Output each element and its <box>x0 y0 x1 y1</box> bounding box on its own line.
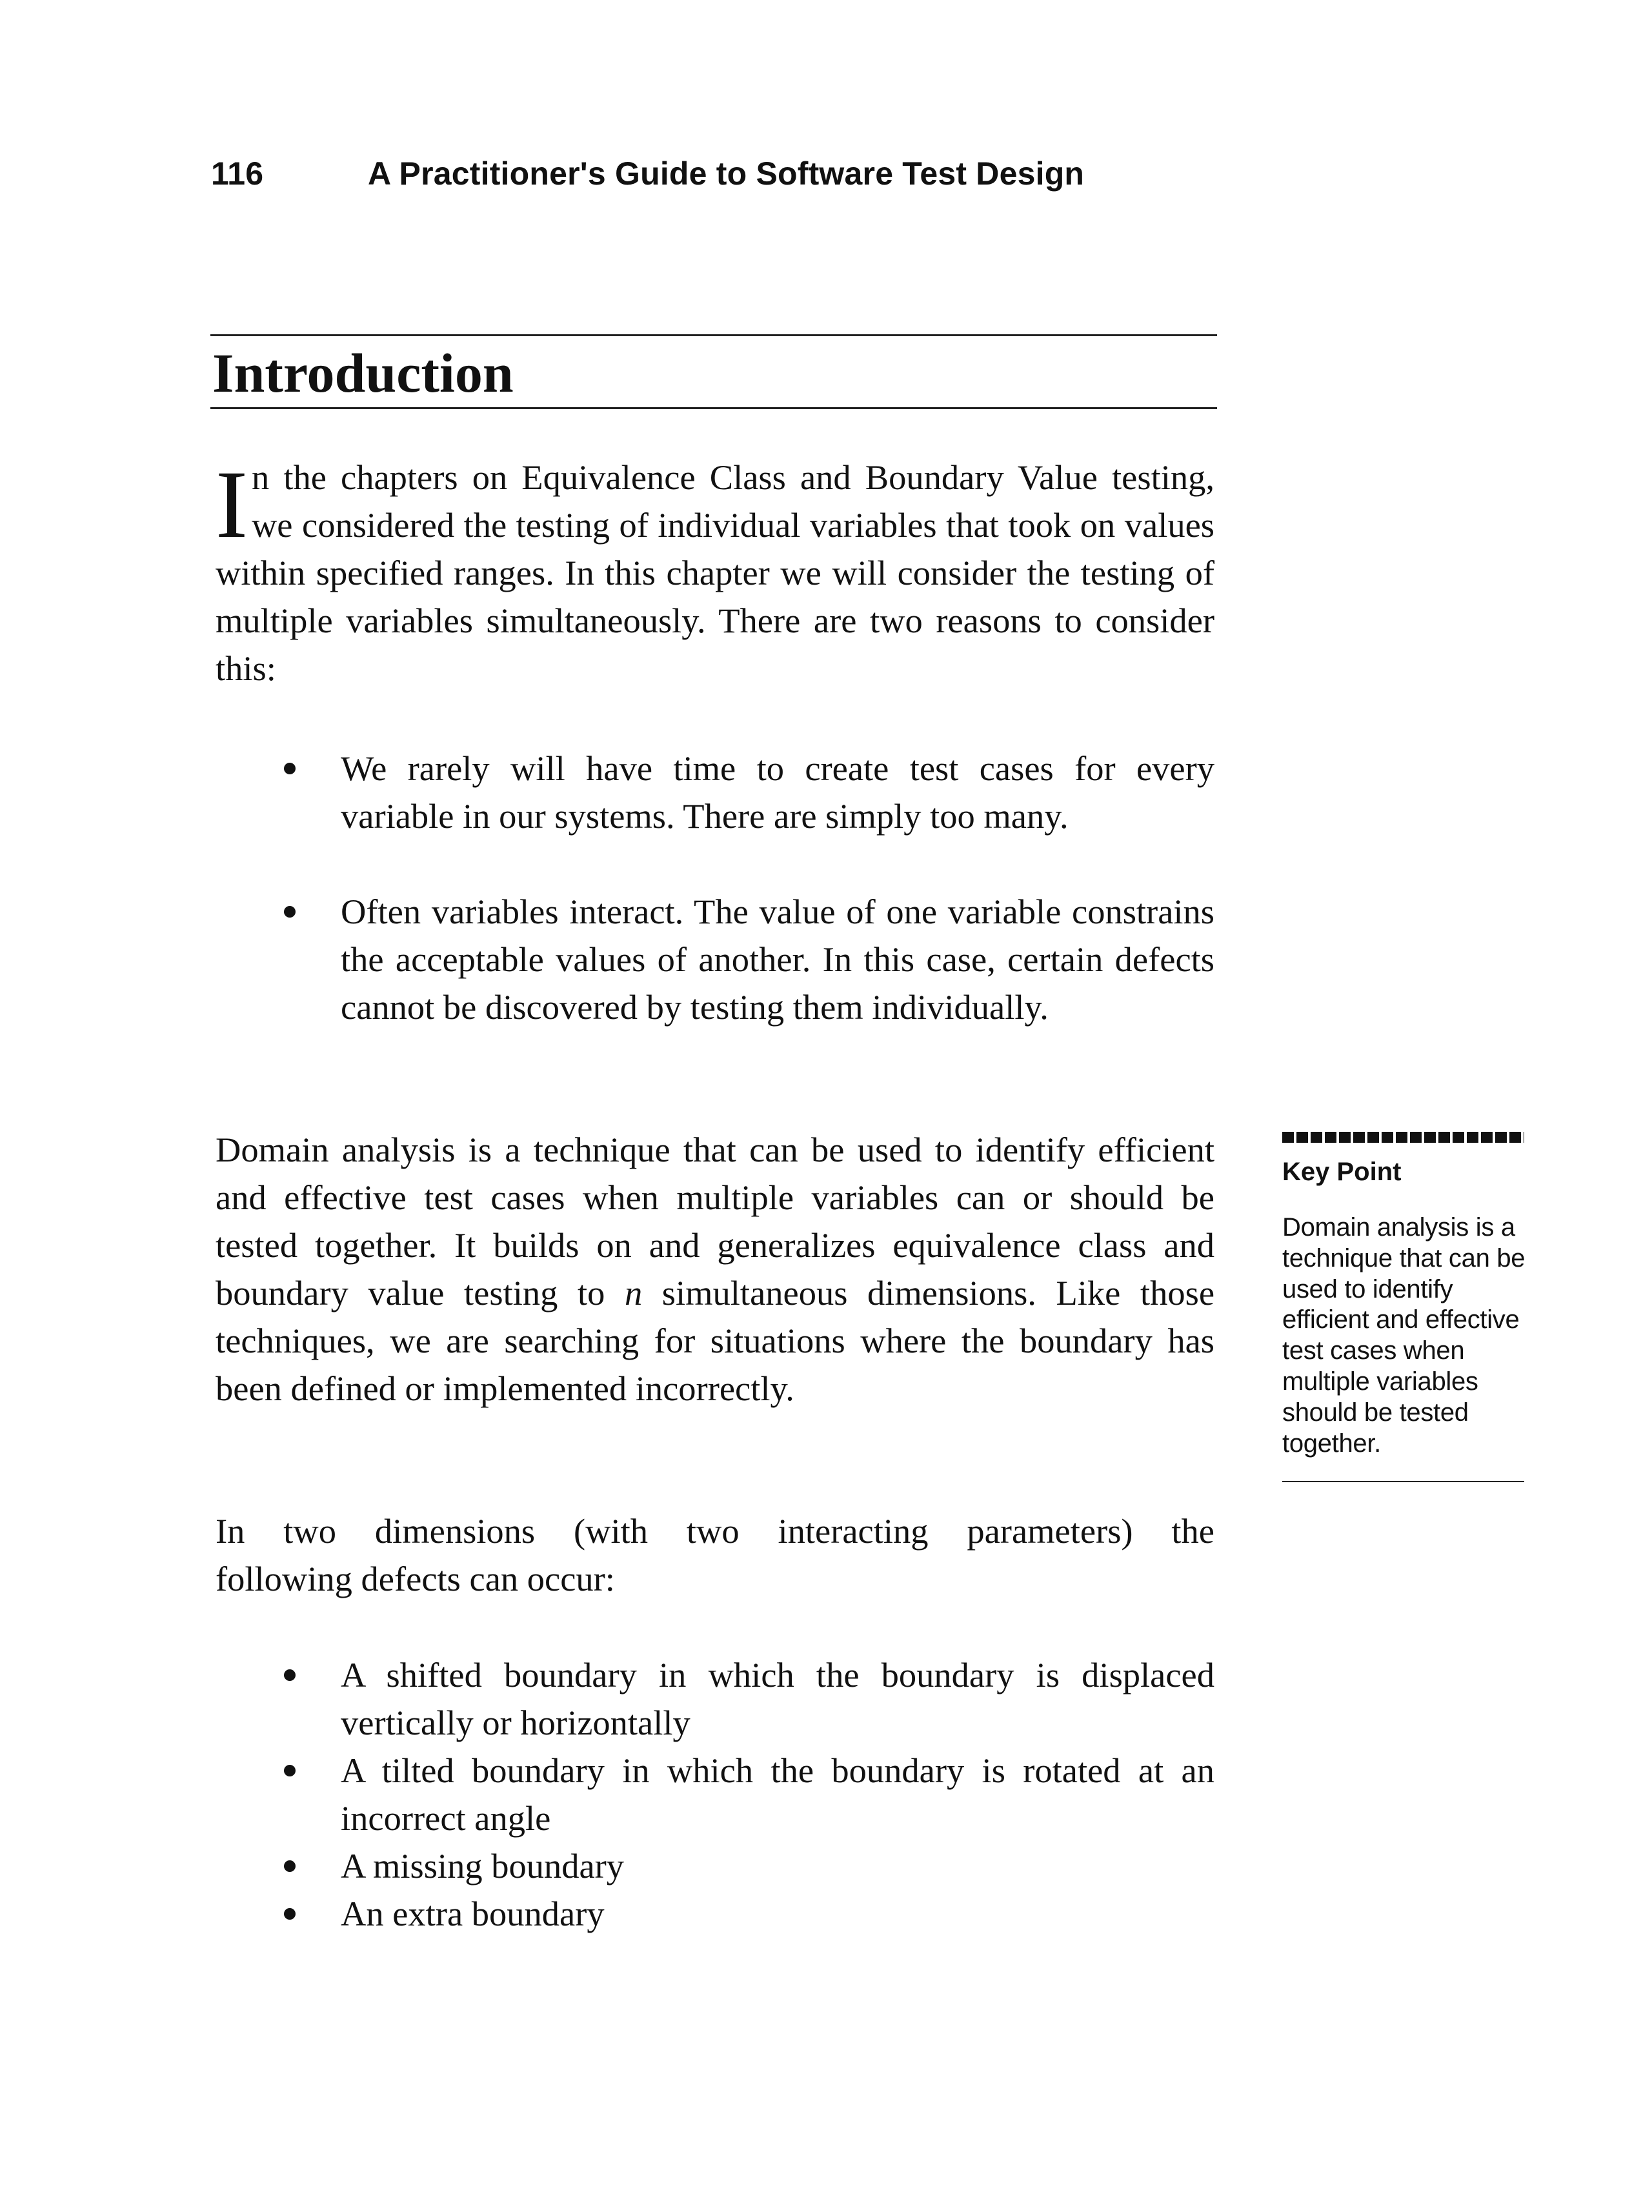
section-rule-bottom <box>210 407 1217 409</box>
two-dimensions-line-2: following defects can occur: <box>216 1559 615 1598</box>
intro-paragraph <box>216 451 1214 692</box>
key-point-text: Domain analysis is a technique that can be used to identify efficient and effective test cases when multiple variables should be tested together. <box>1282 1213 1526 1458</box>
list-item: Often variables interact. The value of one variable constrains the acceptable values of another. In this case, certain defects cannot be discovered by testing them individually. <box>216 888 1214 1031</box>
list-item: A shifted boundary in which the boundary is displaced vertically or horizontally <box>216 1651 1214 1747</box>
section-title: Introduction <box>212 342 514 404</box>
key-point-heading: Key Point <box>1282 1158 1402 1186</box>
n-variable: n <box>624 1273 643 1312</box>
list-item: We rarely will have time to create test cases for every variable in our systems. There are simply too many. <box>216 745 1214 840</box>
page-number: 116 <box>211 156 264 192</box>
two-dimensions-line-1: In two dimensions (with two interacting parameters) the <box>216 1511 1214 1551</box>
section-rule-top <box>210 334 1217 336</box>
domain-analysis-paragraph <box>216 1126 1214 1413</box>
list-item: An extra boundary <box>216 1890 1214 1938</box>
running-header <box>211 155 1084 192</box>
drop-cap: I <box>216 451 248 558</box>
sidebar-bottom-rule <box>1282 1481 1524 1482</box>
list-item: A missing boundary <box>216 1842 1214 1890</box>
two-dimensions-paragraph <box>216 1507 1214 1603</box>
book-title: A Practitioner's Guide to Software Test Design <box>368 156 1085 192</box>
intro-text: n the chapters on Equivalence Class and Boundary Value testing, we considered the testing of individual variables that took on values within specified ranges. In this chapter we will consider the testing of multiple variables simultaneously. There are two reasons to consider this: <box>216 457 1214 688</box>
list-item: A tilted boundary in which the boundary is rotated at an incorrect angle <box>216 1747 1214 1842</box>
domain-text-before: Domain analysis is a technique that can be used to identify efficient and effective test cases when multiple variables can or should be tested together. It builds on and generalizes equivalence class and boundary value testing to <box>216 1130 1214 1312</box>
defects-list <box>216 1651 1214 1938</box>
key-point-sidebar <box>1282 1132 1527 1482</box>
sidebar-dashed-bar <box>1282 1132 1524 1143</box>
domain-text-after: simultaneous dimensions. Like those techniques, we are searching for situations where the boundary has been defined or implemented incorrectly. <box>216 1273 1215 1408</box>
reasons-list <box>216 745 1214 1079</box>
